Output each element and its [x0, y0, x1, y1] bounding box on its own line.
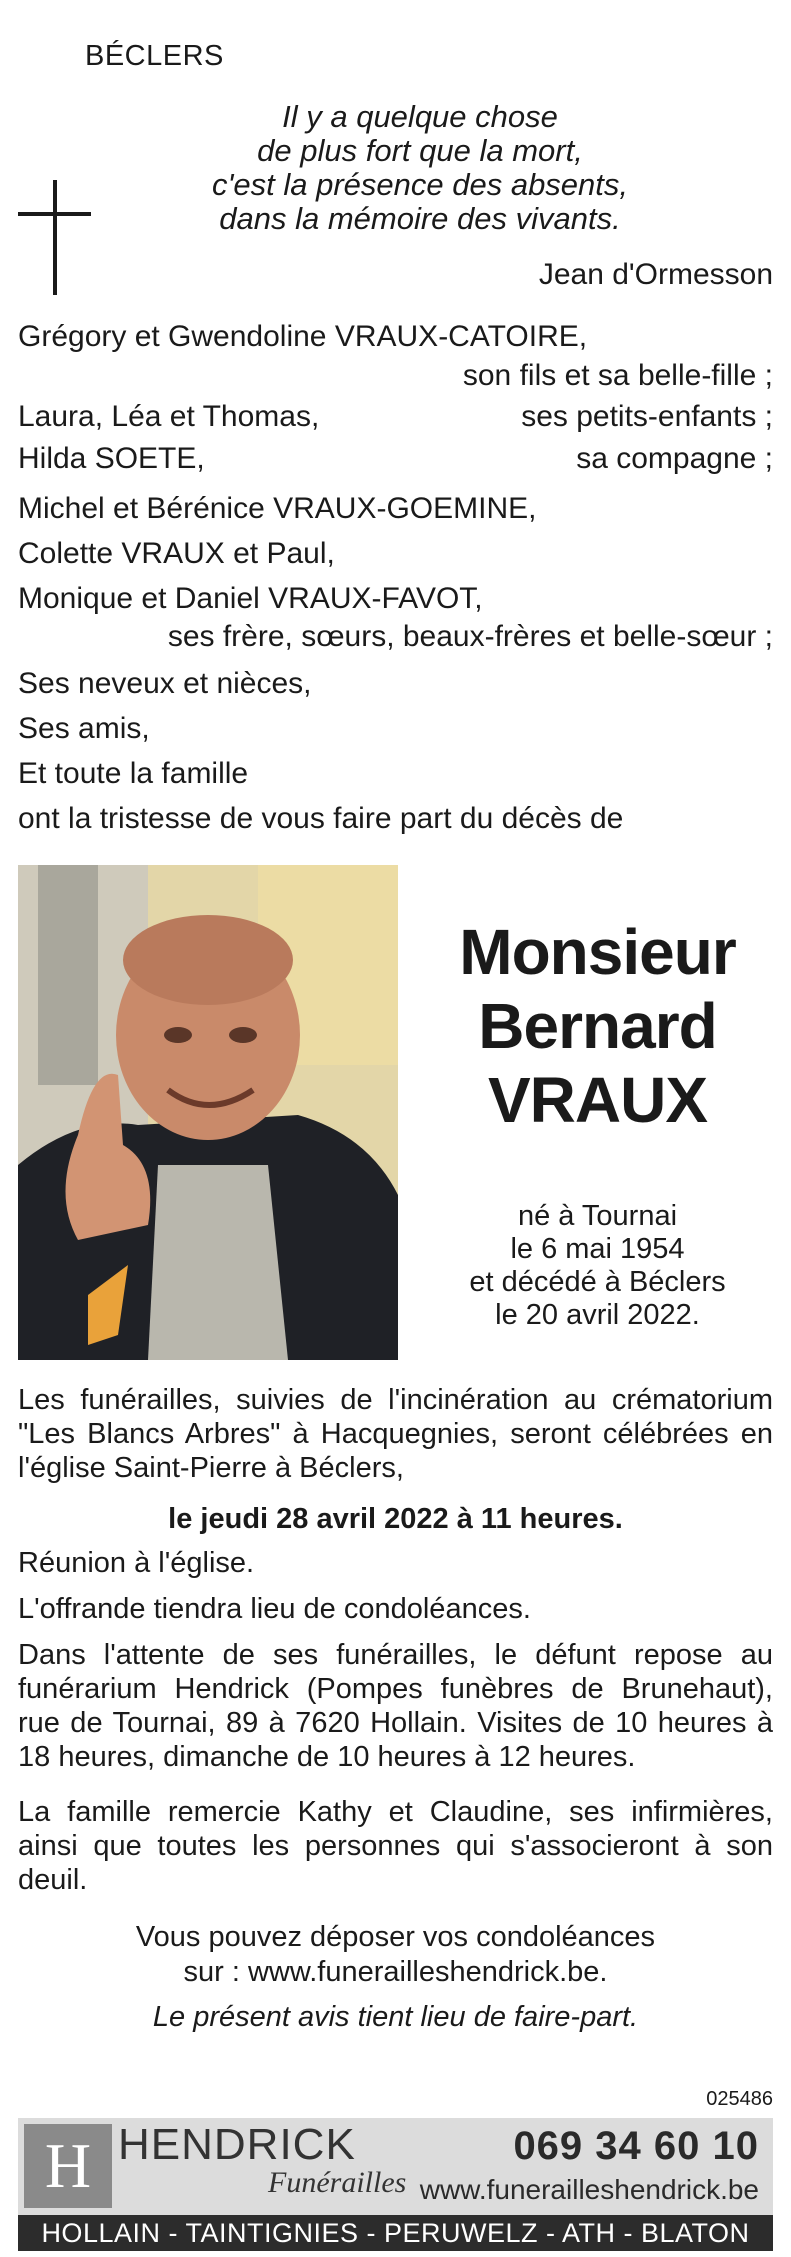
family-name: Hilda SOETE, [18, 442, 205, 475]
family-line: Colette VRAUX et Paul, [18, 537, 335, 570]
family-role: ses petits-enfants ; [521, 400, 773, 433]
family-line: Grégory et Gwendoline VRAUX-CATOIRE, [18, 320, 588, 353]
death-date: le 20 avril 2022. [495, 1299, 700, 1331]
quote-line: Il y a quelque chose [282, 99, 558, 134]
deceased-photo [18, 865, 398, 1360]
notice-text: Le présent avis tient lieu de faire-part. [152, 2001, 639, 2033]
deceased-first-name: Bernard [478, 990, 717, 1062]
life-dates [420, 1200, 775, 1332]
family-role: sa compagne ; [576, 442, 773, 475]
quote-line: c'est la présence des absents, [211, 167, 629, 202]
brand-name: HENDRICK [118, 2120, 356, 2169]
logo-icon [24, 2124, 112, 2208]
cross-icon [53, 180, 57, 295]
quote [150, 100, 690, 236]
funeral-home-banner [18, 2118, 773, 2215]
family-role: son fils et sa belle-fille ; [462, 359, 773, 392]
family-name: Laura, Léa et Thomas, [18, 400, 320, 433]
phone-number: 069 34 60 10 [513, 2124, 759, 2168]
meeting-text: Réunion à l'église. [18, 1547, 255, 1579]
village-heading: BÉCLERS [85, 40, 224, 72]
deceased-last-name: VRAUX [487, 1064, 708, 1136]
ceremony-intro: Les funérailles, suivies de l'incinération au crématorium "Les Blancs Arbres" à Hacquegnies, seront célébrées en l'église Saint-Pierre à Béclers, [18, 1384, 773, 1484]
family-role: ses frère, sœurs, beaux-frères et belle-sœur ; [167, 620, 773, 653]
deceased-name [420, 915, 775, 1137]
death-place: et décédé à Béclers [469, 1266, 726, 1298]
website-url: www.funerailleshendrick.be [419, 2174, 759, 2205]
quote-author: Jean d'Ormesson [538, 258, 773, 291]
reference-number: 025486 [706, 2088, 773, 2110]
cross-icon-bar [18, 212, 91, 216]
family-line: Michel et Bérénice VRAUX-GOEMINE, [18, 492, 537, 525]
ceremony-date: le jeudi 28 avril 2022 à 11 heures. [168, 1503, 623, 1535]
birth-date: le 6 mai 1954 [510, 1233, 685, 1265]
deceased-title: Monsieur [459, 916, 736, 988]
birth-place: né à Tournai [517, 1200, 678, 1232]
brand-subtitle: Funérailles [268, 2166, 407, 2199]
quote-line: dans la mémoire des vivants. [219, 201, 621, 236]
offering-text: L'offrande tiendra lieu de condoléances. [18, 1593, 531, 1625]
family-line: Ses amis, [18, 712, 150, 745]
family-line: Monique et Daniel VRAUX-FAVOT, [18, 582, 483, 615]
locations-strip: HOLLAIN - TAINTIGNIES - PERUWELZ - ATH - BLATON [18, 2215, 773, 2251]
quote-line: de plus fort que la mort, [257, 133, 583, 168]
visits-text: Dans l'attente de ses funérailles, le défunt repose au funérarium Hendrick (Pompes funèbres de Brunehaut), rue de Tournai, 89 à 7620 Hollain. Visites de 10 heures à 18 heures, dimanche de 10 heures à 12 heures. [18, 1639, 773, 1773]
family-line [18, 440, 773, 478]
family-line: ont la tristesse de vous faire part du décès de [18, 802, 624, 835]
family-line: Et toute la famille [18, 757, 249, 790]
logo-letter: H [44, 2130, 92, 2201]
family-line: Ses neveux et nièces, [18, 667, 312, 700]
family-line [18, 398, 773, 436]
condolences-line: Vous pouvez déposer vos condoléances [135, 1921, 656, 1953]
thanks-text: La famille remercie Kathy et Claudine, ses infirmières, ainsi que toutes les personnes qui s'associeront à son deuil. [18, 1796, 773, 1896]
condolences-url: sur : www.funerailleshendrick.be. [183, 1956, 608, 1988]
